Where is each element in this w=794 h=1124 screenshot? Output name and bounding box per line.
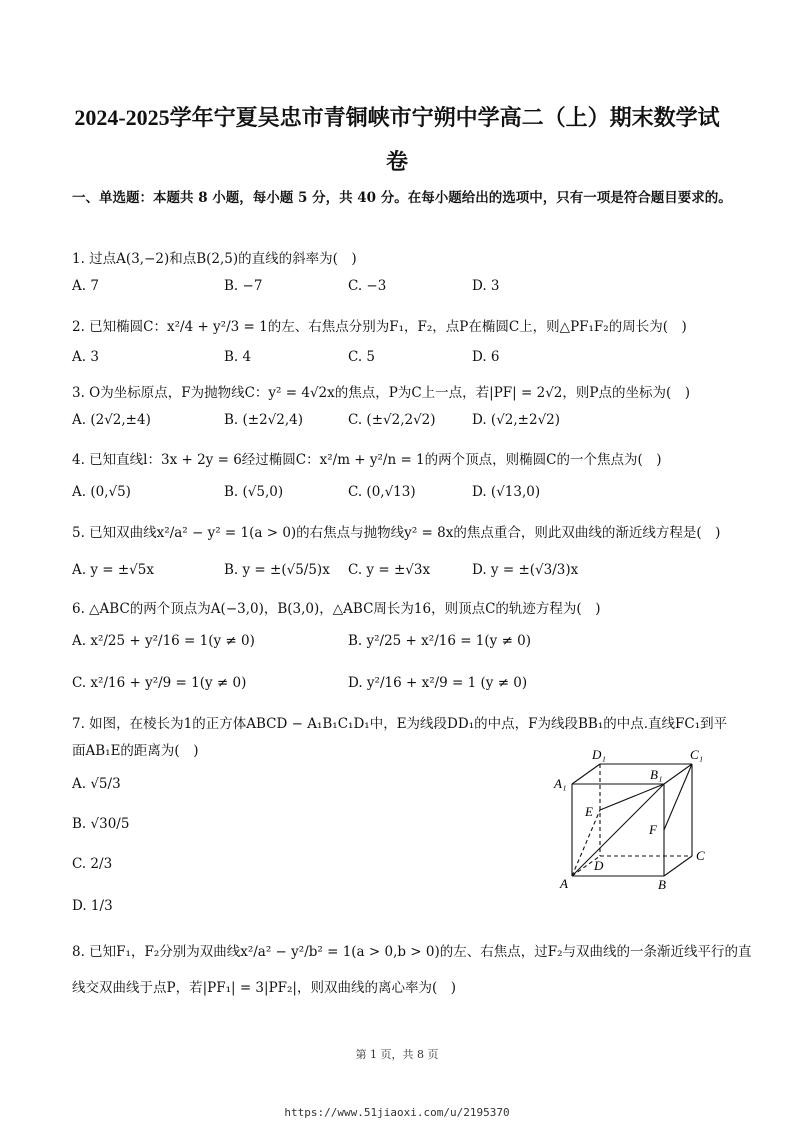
question-3-option-b: B. (±2√2,4) [224,412,304,428]
label-d1: D₁ [592,747,606,762]
question-2-option-a: A. 3 [72,349,99,365]
question-6-stem: 6. △ABC的两个顶点为A(−3,0)，B(3,0)，△ABC周长为16，则顶点C的轨迹方程为( ) [72,601,601,617]
question-7-stem-line1: 7. 如图，在棱长为1的正方体ABCD − A₁B₁C₁D₁中，E为线段DD₁的中点，F为线段BB₁的中点.直线FC₁到平 [72,716,728,732]
question-7-option-a: A. √5/3 [72,776,121,792]
label-a: A [560,876,568,891]
question-7-option-d: D. 1/3 [72,898,113,914]
label-c1: C₁ [690,747,704,762]
label-c: C [696,848,705,863]
label-f: F [649,822,657,837]
question-2-stem: 2. 已知椭圆C：x²/4 + y²/3 = 1的左、右焦点分别为F₁，F₂，点P在椭圆C上，则△PF₁F₂的周长为( ) [72,319,687,335]
question-6-option-c: C. x²/16 + y²/9 = 1(y ≠ 0) [72,675,247,691]
question-4-stem: 4. 已知直线l：3x + 2y = 6经过椭圆C：x²/m + y²/n = 1的两个顶点，则椭圆C的一个焦点为( ) [72,452,662,468]
question-2-option-d: D. 6 [472,349,500,365]
question-4-option-a: A. (0,√5) [72,484,131,500]
question-4-option-b: B. (√5,0) [224,484,284,500]
question-4-option-c: C. (0,√13) [348,484,416,500]
watermark-url: https://www.51jiaoxi.com/u/2195370 [284,1106,510,1119]
question-1-stem: 1. 过点A(3,−2)和点B(2,5)的直线的斜率为( ) [72,251,357,267]
question-7-option-b: B. √30/5 [72,816,130,832]
question-3-stem: 3. O为坐标原点，F为抛物线C：y² = 4√2x的焦点，P为C上一点，若|PF| = 2√2，则P点的坐标为( ) [72,385,691,401]
label-b: B [658,877,666,892]
cube-figure [552,746,722,892]
question-7-stem-line2: 面AB₁E的距离为( ) [72,743,199,759]
question-5-option-c: C. y = ±√3x [348,562,431,578]
question-8-stem-line2: 线交双曲线于点P，若|PF₁| = 3|PF₂|，则双曲线的离心率为( ) [72,980,457,996]
question-6-option-d: D. y²/16 + x²/9 = 1 (y ≠ 0) [348,675,528,691]
question-1-option-b: B. −7 [224,278,263,294]
question-6-option-a: A. x²/25 + y²/16 = 1(y ≠ 0) [72,633,255,649]
exam-title-line2: 卷 [385,149,408,174]
question-5-stem: 5. 已知双曲线x²/a² − y² = 1(a > 0)的右焦点与抛物线y² = 8x的焦点重合，则此双曲线的渐近线方程是( ) [72,525,721,541]
label-b1: B₁ [650,767,663,782]
page-footer: 第 1 页，共 8 页 [355,1048,439,1061]
question-6-option-b: B. y²/25 + x²/16 = 1(y ≠ 0) [348,633,532,649]
question-5-option-b: B. y = ±(√5/5)x [224,562,330,578]
question-2-option-c: C. 5 [348,349,376,365]
question-5-option-a: A. y = ±√5x [72,562,154,578]
question-3-option-c: C. (±√2,2√2) [348,412,436,428]
exam-title-line1: 2024-2025学年宁夏吴忠市青铜峡市宁朔中学高二（上）期末数学试 [74,105,720,130]
label-a1: A₁ [554,776,567,791]
question-2-option-b: B. 4 [224,349,252,365]
question-3-option-a: A. (2√2,±4) [72,412,151,428]
question-8-stem-line1: 8. 已知F₁，F₂分别为双曲线x²/a² − y²/b² = 1(a > 0,b > 0)的左、右焦点，过F₂与双曲线的一条渐近线平行的直 [72,944,752,960]
question-3-option-d: D. (√2,±2√2) [472,412,561,428]
label-e: E [585,804,593,819]
question-1-option-a: A. 7 [72,278,99,294]
question-7-option-c: C. 2/3 [72,856,113,872]
question-5-option-d: D. y = ±(√3/3)x [472,562,579,578]
question-1-option-c: C. −3 [348,278,387,294]
question-4-option-d: D. (√13,0) [472,484,541,500]
question-1-option-d: D. 3 [472,278,500,294]
section-header: 一、单选题：本题共 8 小题，每小题 5 分，共 40 分。在每小题给出的选项中，只有一项是符合题目要求的。 [72,190,732,206]
label-d: D [594,858,604,873]
